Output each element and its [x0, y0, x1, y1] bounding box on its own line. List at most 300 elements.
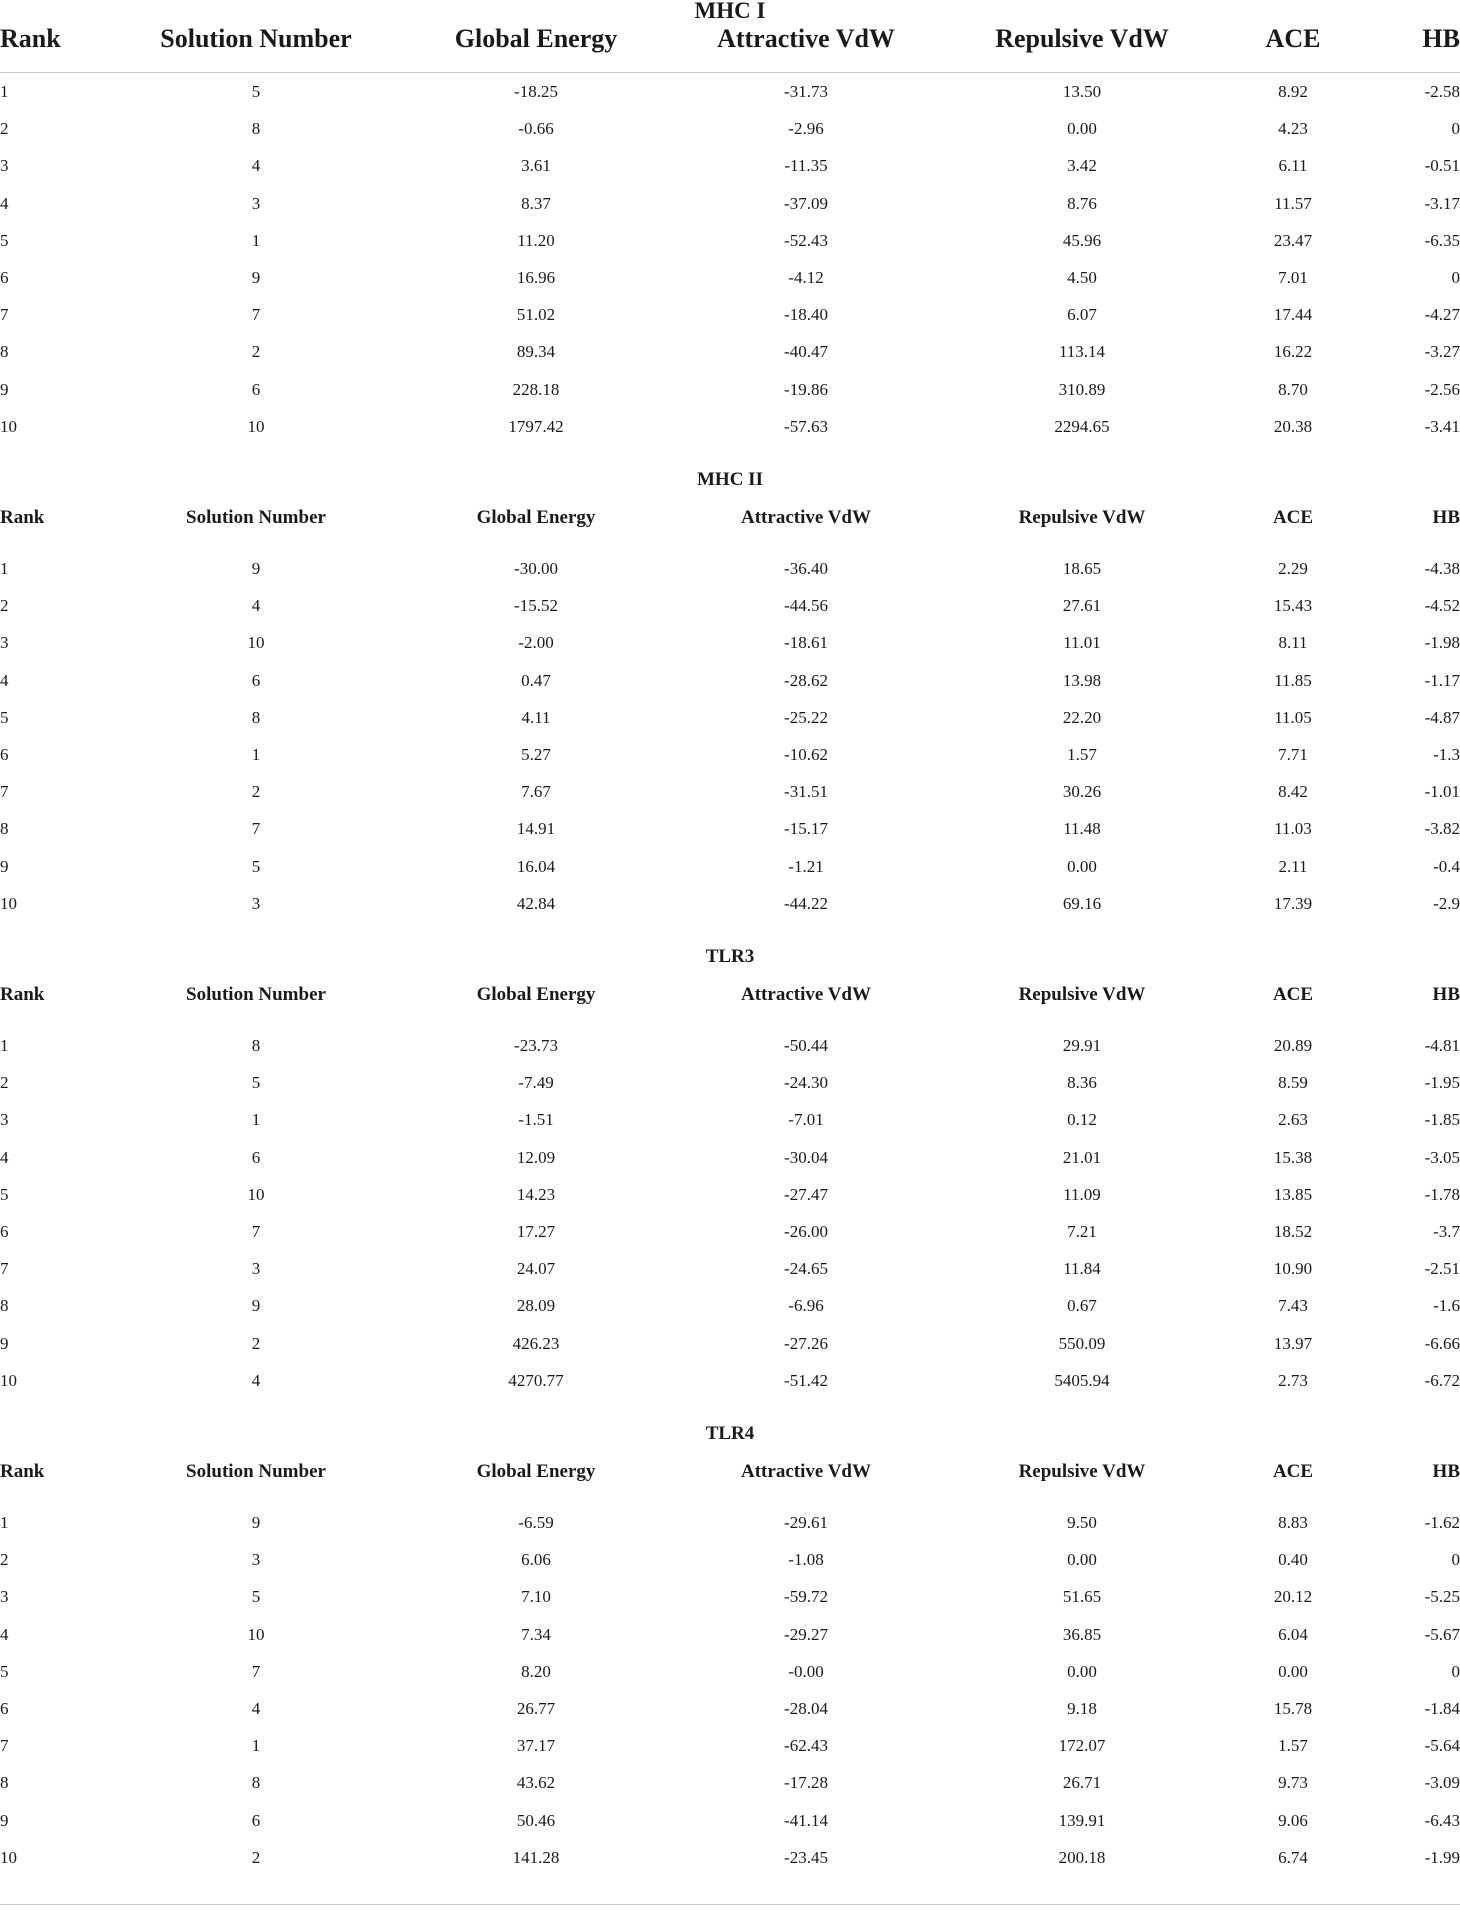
cell-attractive-vdw: -24.65	[784, 1259, 828, 1279]
cell-attractive-vdw: -1.08	[788, 1550, 824, 1570]
cell-rank: 6	[0, 268, 9, 287]
cell-global-energy: -0.66	[518, 119, 554, 139]
cell-hb: -2.9	[1433, 893, 1460, 913]
cell-solution-number: 8	[251, 119, 261, 139]
cell-repulsive-vdw: 36.85	[1062, 1624, 1102, 1644]
column-header-row	[0, 21, 1460, 57]
table-row	[0, 1806, 1460, 1836]
cell-ace: 11.03	[1274, 819, 1312, 839]
cell-repulsive-vdw: 69.16	[1062, 893, 1102, 913]
cell-rank: 7	[0, 1259, 9, 1279]
header-ace: ACE	[1272, 1461, 1314, 1482]
cell-ace: 4.23	[1278, 119, 1308, 139]
cell-attractive-vdw: -36.40	[784, 559, 828, 578]
cell-global-energy: 141.28	[512, 1847, 560, 1867]
cell-rank: 9	[0, 379, 9, 399]
table-row	[0, 1657, 1460, 1687]
cell-ace: 13.97	[1273, 1333, 1313, 1353]
cell-hb: -1.6	[1433, 1296, 1460, 1316]
cell-global-energy: 42.84	[516, 893, 556, 913]
cell-solution-number: 4	[251, 596, 261, 616]
cell-rank: 10	[0, 416, 17, 436]
cell-ace: 11.05	[1274, 707, 1312, 727]
cell-global-energy: 0.47	[521, 670, 551, 690]
table-row	[0, 1582, 1460, 1612]
cell-attractive-vdw: -10.62	[784, 745, 828, 764]
cell-repulsive-vdw: 21.01	[1062, 1147, 1102, 1167]
cell-global-energy: 24.07	[516, 1259, 556, 1279]
header-solution-number: Solution Number	[186, 1461, 326, 1482]
cell-global-energy: 43.62	[516, 1773, 556, 1793]
cell-attractive-vdw: -18.61	[784, 633, 828, 653]
cell-attractive-vdw: -7.01	[788, 1110, 824, 1130]
cell-rank: 8	[0, 342, 9, 362]
cell-repulsive-vdw: 0.00	[1067, 856, 1097, 876]
cell-hb: 0	[1451, 1550, 1460, 1570]
cell-ace: 7.71	[1278, 745, 1308, 764]
cell-rank: 3	[0, 1587, 9, 1607]
cell-global-energy: 12.09	[516, 1147, 556, 1167]
table-row	[0, 375, 1460, 405]
cell-repulsive-vdw: 8.36	[1067, 1073, 1097, 1093]
cell-hb: -0.4	[1433, 856, 1460, 876]
cell-global-energy: -7.49	[518, 1073, 554, 1093]
cell-global-energy: 16.04	[516, 856, 556, 876]
cell-attractive-vdw: -44.56	[784, 596, 828, 616]
section-title-tlr4: TLR4	[705, 1423, 755, 1444]
cell-global-energy: 37.17	[516, 1736, 556, 1756]
cell-solution-number: 2	[251, 1333, 261, 1353]
table-row	[0, 1291, 1460, 1321]
cell-global-energy: 4.11	[521, 707, 551, 727]
cell-solution-number: 9	[251, 559, 261, 578]
cell-attractive-vdw: -28.04	[784, 1699, 828, 1718]
cell-hb: -3.17	[1424, 193, 1460, 213]
cell-ace: 8.59	[1278, 1073, 1308, 1093]
cell-ace: 9.06	[1278, 1810, 1308, 1830]
cell-solution-number: 3	[251, 193, 261, 213]
table-row	[0, 1545, 1460, 1575]
cell-attractive-vdw: -50.44	[784, 1036, 828, 1055]
cell-global-energy: 5.27	[521, 745, 551, 764]
cell-hb: -4.87	[1424, 707, 1460, 727]
cell-attractive-vdw: -28.62	[784, 670, 828, 690]
cell-solution-number: 9	[251, 1296, 261, 1316]
cell-attractive-vdw: -51.42	[784, 1370, 828, 1390]
table-row	[0, 1329, 1460, 1359]
cell-global-energy: 7.67	[521, 782, 551, 802]
cell-repulsive-vdw: 0.12	[1067, 1110, 1097, 1130]
table-row	[0, 628, 1460, 658]
cell-rank: 5	[0, 1184, 9, 1204]
cell-attractive-vdw: -1.21	[788, 856, 824, 876]
cell-repulsive-vdw: 5405.94	[1054, 1370, 1110, 1390]
header-ace: ACE	[1272, 984, 1314, 1005]
table-row	[0, 1694, 1460, 1724]
cell-global-energy: -23.73	[514, 1036, 558, 1055]
cell-solution-number: 5	[251, 856, 261, 876]
cell-attractive-vdw: -40.47	[784, 342, 828, 362]
cell-hb: -4.27	[1424, 305, 1460, 325]
cell-attractive-vdw: -37.09	[784, 193, 828, 213]
cell-hb: -3.82	[1424, 819, 1460, 839]
table-row	[0, 889, 1460, 919]
cell-ace: 11.57	[1274, 193, 1312, 213]
table-row	[0, 226, 1460, 256]
cell-rank: 1	[0, 1513, 9, 1532]
cell-solution-number: 2	[251, 782, 261, 802]
cell-ace: 6.74	[1278, 1847, 1308, 1867]
cell-repulsive-vdw: 29.91	[1062, 1036, 1102, 1055]
table-row	[0, 300, 1460, 330]
cell-ace: 20.38	[1273, 416, 1313, 436]
cell-attractive-vdw: -17.28	[784, 1773, 828, 1793]
cell-attractive-vdw: -44.22	[784, 893, 828, 913]
cell-global-energy: 50.46	[516, 1810, 556, 1830]
cell-rank: 7	[0, 782, 9, 802]
header-rule	[0, 72, 1460, 73]
section-title-mhc-i: MHC I	[694, 0, 766, 23]
cell-hb: -3.09	[1424, 1773, 1460, 1793]
cell-repulsive-vdw: 4.50	[1067, 268, 1097, 287]
cell-rank: 6	[0, 1699, 9, 1718]
cell-hb: -6.43	[1424, 1810, 1460, 1830]
cell-global-energy: 8.20	[521, 1661, 551, 1681]
header-global-energy: Global Energy	[476, 984, 596, 1005]
header-repulsive-vdw: Repulsive VdW	[1018, 507, 1146, 528]
cell-attractive-vdw: -27.47	[784, 1184, 828, 1204]
cell-rank: 7	[0, 305, 9, 325]
cell-repulsive-vdw: 27.61	[1062, 596, 1102, 616]
header-attractive-vdw: Attractive VdW	[741, 1461, 871, 1482]
cell-ace: 7.01	[1278, 268, 1308, 287]
cell-global-energy: -15.52	[514, 596, 558, 616]
header-rank: Rank	[0, 1461, 45, 1482]
cell-hb: 0	[1451, 268, 1460, 287]
cell-repulsive-vdw: 22.20	[1062, 707, 1102, 727]
table-bottom-rule	[0, 1904, 1460, 1905]
cell-rank: 1	[0, 1036, 9, 1055]
cell-ace: 8.83	[1278, 1513, 1308, 1532]
table-row	[0, 1031, 1460, 1061]
cell-attractive-vdw: -2.96	[788, 119, 824, 139]
cell-attractive-vdw: -6.96	[788, 1296, 824, 1316]
table-row	[0, 1254, 1460, 1284]
cell-hb: -1.62	[1424, 1513, 1460, 1532]
cell-ace: 6.11	[1278, 156, 1308, 176]
header-global-energy: Global Energy	[454, 24, 618, 53]
cell-global-energy: 6.06	[521, 1550, 551, 1570]
header-repulsive-vdw: Repulsive VdW	[1018, 1461, 1146, 1482]
cell-ace: 15.78	[1273, 1699, 1313, 1718]
cell-rank: 10	[0, 893, 17, 913]
header-hb: HB	[1432, 507, 1460, 528]
cell-hb: -4.52	[1424, 596, 1460, 616]
table-row	[0, 591, 1460, 621]
cell-rank: 10	[0, 1370, 17, 1390]
cell-solution-number: 10	[247, 1184, 265, 1204]
cell-rank: 8	[0, 1296, 9, 1316]
cell-rank: 6	[0, 1222, 9, 1241]
cell-attractive-vdw: -62.43	[784, 1736, 828, 1756]
cell-solution-number: 3	[251, 1259, 261, 1279]
cell-global-energy: -2.00	[518, 633, 554, 653]
cell-solution-number: 7	[251, 1661, 261, 1681]
cell-repulsive-vdw: 0.00	[1067, 1661, 1097, 1681]
cell-attractive-vdw: -25.22	[784, 707, 828, 727]
cell-attractive-vdw: -41.14	[784, 1810, 828, 1830]
cell-repulsive-vdw: 0.00	[1067, 1550, 1097, 1570]
cell-solution-number: 6	[251, 670, 261, 690]
cell-hb: -5.67	[1424, 1624, 1460, 1644]
table-row	[0, 554, 1460, 584]
cell-rank: 9	[0, 856, 9, 876]
cell-repulsive-vdw: 310.89	[1058, 379, 1106, 399]
table-row	[0, 777, 1460, 807]
column-header-row	[0, 1454, 1460, 1490]
cell-hb: -1.85	[1424, 1110, 1460, 1130]
cell-repulsive-vdw: 11.01	[1063, 633, 1101, 653]
cell-hb: -1.95	[1424, 1073, 1460, 1093]
table-row	[0, 189, 1460, 219]
cell-solution-number: 7	[251, 819, 261, 839]
cell-hb: -5.64	[1424, 1736, 1460, 1756]
cell-global-energy: 51.02	[516, 305, 556, 325]
cell-ace: 9.73	[1278, 1773, 1308, 1793]
table-row	[0, 1843, 1460, 1873]
cell-global-energy: 8.37	[521, 193, 551, 213]
cell-ace: 8.42	[1278, 782, 1308, 802]
cell-ace: 2.11	[1278, 856, 1308, 876]
table-row	[0, 77, 1460, 107]
header-ace: ACE	[1265, 24, 1321, 53]
cell-attractive-vdw: -59.72	[784, 1587, 828, 1607]
section-title-tlr3: TLR3	[705, 946, 755, 967]
header-hb: HB	[1432, 984, 1460, 1005]
table-row	[0, 114, 1460, 144]
table-row	[0, 151, 1460, 181]
cell-attractive-vdw: -52.43	[784, 230, 828, 250]
cell-attractive-vdw: -26.00	[784, 1222, 828, 1241]
cell-rank: 10	[0, 1847, 17, 1867]
cell-repulsive-vdw: 113.14	[1058, 342, 1106, 362]
cell-hb: 0	[1451, 1661, 1460, 1681]
cell-rank: 2	[0, 596, 9, 616]
table-row	[0, 1731, 1460, 1761]
cell-global-energy: -1.51	[518, 1110, 554, 1130]
section-title-mhc-ii: MHC II	[697, 469, 763, 490]
cell-solution-number: 8	[251, 1036, 261, 1055]
header-solution-number: Solution Number	[186, 984, 326, 1005]
cell-rank: 3	[0, 156, 9, 176]
cell-global-energy: 17.27	[516, 1222, 556, 1241]
cell-ace: 11.85	[1274, 670, 1312, 690]
cell-solution-number: 4	[251, 1699, 261, 1718]
cell-attractive-vdw: -27.26	[784, 1333, 828, 1353]
cell-rank: 9	[0, 1810, 9, 1830]
cell-attractive-vdw: -4.12	[788, 268, 824, 287]
cell-attractive-vdw: -29.27	[784, 1624, 828, 1644]
cell-solution-number: 9	[251, 268, 261, 287]
cell-global-energy: -30.00	[514, 559, 558, 578]
cell-hb: -3.41	[1424, 416, 1460, 436]
header-attractive-vdw: Attractive VdW	[741, 984, 871, 1005]
cell-rank: 1	[0, 559, 9, 578]
cell-hb: -4.81	[1424, 1036, 1460, 1055]
cell-repulsive-vdw: 45.96	[1062, 230, 1102, 250]
cell-hb: -0.51	[1424, 156, 1460, 176]
cell-hb: -1.98	[1424, 633, 1460, 653]
cell-repulsive-vdw: 30.26	[1062, 782, 1102, 802]
cell-solution-number: 10	[247, 416, 265, 436]
cell-global-energy: -18.25	[514, 82, 558, 101]
cell-solution-number: 4	[251, 156, 261, 176]
column-header-row	[0, 977, 1460, 1013]
cell-rank: 4	[0, 193, 9, 213]
cell-solution-number: 10	[247, 633, 265, 653]
cell-ace: 6.04	[1278, 1624, 1308, 1644]
cell-hb: -3.27	[1424, 342, 1460, 362]
cell-global-energy: 1797.42	[508, 416, 564, 436]
header-rank: Rank	[0, 984, 45, 1005]
cell-hb: -1.99	[1424, 1847, 1460, 1867]
cell-global-energy: 7.10	[521, 1587, 551, 1607]
cell-attractive-vdw: -11.35	[784, 156, 828, 176]
cell-attractive-vdw: -0.00	[788, 1661, 824, 1681]
table-row	[0, 740, 1460, 770]
cell-hb: -1.3	[1433, 745, 1460, 764]
cell-repulsive-vdw: 6.07	[1067, 305, 1097, 325]
cell-global-energy: 89.34	[516, 342, 556, 362]
cell-rank: 3	[0, 1110, 9, 1130]
header-attractive-vdw: Attractive VdW	[717, 24, 895, 53]
cell-ace: 1.57	[1278, 1736, 1308, 1756]
cell-attractive-vdw: -19.86	[784, 379, 828, 399]
table-row	[0, 1068, 1460, 1098]
cell-repulsive-vdw: 9.50	[1067, 1513, 1097, 1532]
cell-global-energy: 228.18	[512, 379, 560, 399]
cell-ace: 0.00	[1278, 1661, 1308, 1681]
header-rank: Rank	[0, 507, 45, 528]
cell-hb: -3.7	[1433, 1222, 1460, 1241]
column-header-row	[0, 500, 1460, 536]
cell-attractive-vdw: -31.51	[784, 782, 828, 802]
table-row	[0, 852, 1460, 882]
cell-ace: 15.38	[1273, 1147, 1313, 1167]
cell-ace: 16.22	[1273, 342, 1313, 362]
cell-rank: 2	[0, 119, 9, 139]
cell-repulsive-vdw: 2294.65	[1054, 416, 1110, 436]
cell-attractive-vdw: -57.63	[784, 416, 828, 436]
header-rank: Rank	[0, 24, 61, 53]
cell-ace: 20.12	[1273, 1587, 1313, 1607]
table-row	[0, 1366, 1460, 1396]
cell-rank: 1	[0, 82, 9, 101]
cell-rank: 7	[0, 1736, 9, 1756]
cell-solution-number: 5	[251, 1587, 261, 1607]
cell-ace: 2.29	[1278, 559, 1308, 578]
header-repulsive-vdw: Repulsive VdW	[995, 24, 1169, 53]
table-row	[0, 1180, 1460, 1210]
cell-repulsive-vdw: 172.07	[1058, 1736, 1106, 1756]
cell-repulsive-vdw: 7.21	[1067, 1222, 1097, 1241]
header-attractive-vdw: Attractive VdW	[741, 507, 871, 528]
header-repulsive-vdw: Repulsive VdW	[1018, 984, 1146, 1005]
table-row	[0, 1620, 1460, 1650]
header-global-energy: Global Energy	[476, 507, 596, 528]
cell-hb: -2.58	[1424, 82, 1460, 101]
cell-rank: 5	[0, 707, 9, 727]
cell-global-energy: 26.77	[516, 1699, 556, 1718]
cell-repulsive-vdw: 18.65	[1062, 559, 1102, 578]
cell-rank: 4	[0, 670, 9, 690]
cell-solution-number: 1	[251, 230, 261, 250]
cell-solution-number: 3	[251, 893, 261, 913]
cell-hb: -1.78	[1424, 1184, 1460, 1204]
cell-repulsive-vdw: 0.67	[1067, 1296, 1097, 1316]
cell-global-energy: 426.23	[512, 1333, 560, 1353]
cell-global-energy: 28.09	[516, 1296, 556, 1316]
cell-rank: 5	[0, 1661, 9, 1681]
header-ace: ACE	[1272, 507, 1314, 528]
cell-solution-number: 4	[251, 1370, 261, 1390]
cell-hb: -1.01	[1424, 782, 1460, 802]
cell-hb: -6.35	[1424, 230, 1460, 250]
cell-solution-number: 1	[251, 745, 261, 764]
cell-hb: -5.25	[1424, 1587, 1460, 1607]
header-hb: HB	[1422, 24, 1460, 53]
cell-repulsive-vdw: 139.91	[1058, 1810, 1106, 1830]
cell-rank: 3	[0, 633, 9, 653]
cell-global-energy: -6.59	[518, 1513, 554, 1532]
cell-hb: -3.05	[1424, 1147, 1460, 1167]
cell-repulsive-vdw: 11.48	[1063, 819, 1101, 839]
cell-rank: 8	[0, 819, 9, 839]
cell-attractive-vdw: -15.17	[784, 819, 828, 839]
table-row	[0, 412, 1460, 442]
table-row	[0, 666, 1460, 696]
table-row	[0, 1768, 1460, 1798]
cell-rank: 4	[0, 1624, 9, 1644]
cell-solution-number: 5	[251, 1073, 261, 1093]
cell-global-energy: 14.91	[516, 819, 556, 839]
cell-ace: 0.40	[1278, 1550, 1308, 1570]
cell-rank: 2	[0, 1073, 9, 1093]
cell-rank: 6	[0, 745, 9, 764]
cell-solution-number: 10	[247, 1624, 265, 1644]
cell-solution-number: 5	[251, 82, 261, 101]
cell-attractive-vdw: -29.61	[784, 1513, 828, 1532]
cell-repulsive-vdw: 0.00	[1067, 119, 1097, 139]
cell-global-energy: 4270.77	[508, 1370, 564, 1390]
cell-hb: -1.84	[1424, 1699, 1460, 1718]
cell-repulsive-vdw: 8.76	[1067, 193, 1097, 213]
cell-rank: 2	[0, 1550, 9, 1570]
cell-repulsive-vdw: 13.50	[1062, 82, 1102, 101]
cell-ace: 10.90	[1273, 1259, 1313, 1279]
cell-hb: -2.56	[1424, 379, 1460, 399]
cell-repulsive-vdw: 11.09	[1063, 1184, 1101, 1204]
cell-ace: 17.39	[1273, 893, 1313, 913]
cell-attractive-vdw: -30.04	[784, 1147, 828, 1167]
cell-ace: 18.52	[1273, 1222, 1313, 1241]
cell-repulsive-vdw: 13.98	[1062, 670, 1102, 690]
cell-ace: 23.47	[1273, 230, 1313, 250]
cell-repulsive-vdw: 51.65	[1062, 1587, 1102, 1607]
table-row	[0, 337, 1460, 367]
cell-hb: -1.17	[1424, 670, 1460, 690]
cell-global-energy: 14.23	[516, 1184, 556, 1204]
